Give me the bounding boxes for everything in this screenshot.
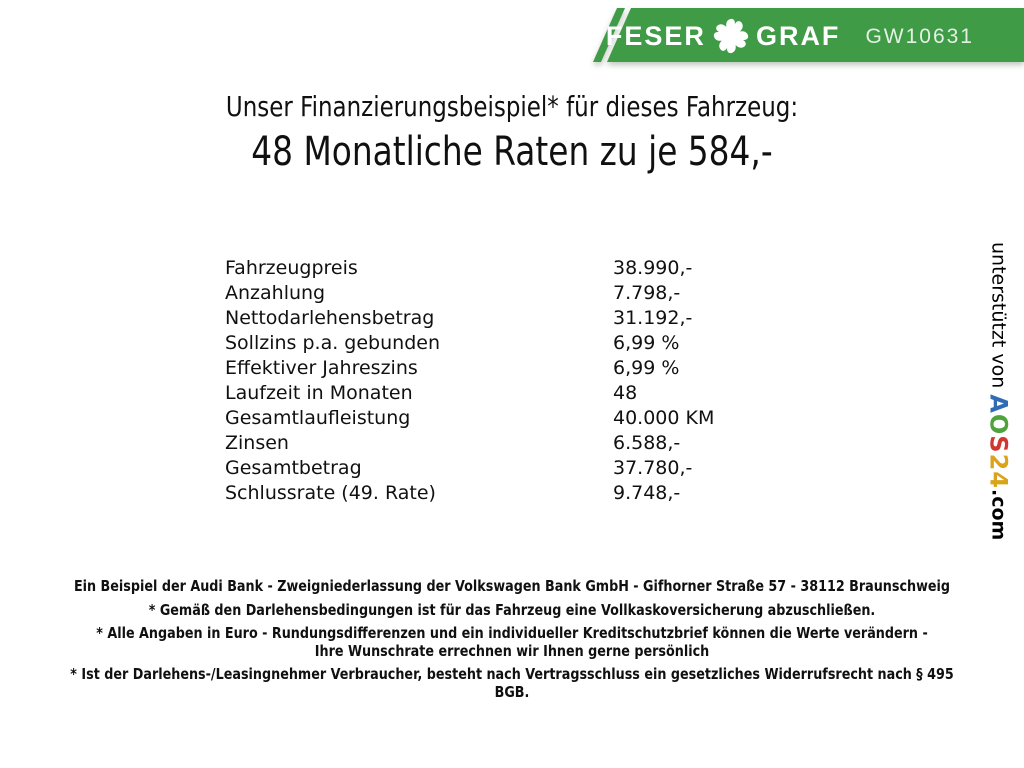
financing-heading: [0, 90, 1024, 175]
finance-row-label: Laufzeit in Monaten: [225, 382, 413, 404]
finance-row-label: Zinsen: [225, 432, 289, 454]
finance-table-row: [225, 431, 714, 456]
finance-row-value: 40.000 KM: [613, 407, 715, 429]
aos24-logo-letter: 4: [984, 471, 1013, 489]
finance-row-label: Gesamtbetrag: [225, 457, 362, 479]
finance-row-label: Effektiver Jahreszins: [225, 357, 418, 379]
supported-by-strip: [985, 242, 1011, 540]
aos24-domain-suffix: .com: [987, 488, 1010, 541]
vehicle-code-badge: GW10631: [865, 24, 974, 48]
finance-row-label: Nettodarlehensbetrag: [225, 307, 435, 329]
brand-name-graf: GRAF: [755, 20, 841, 51]
brand-banner: [590, 10, 1024, 62]
finance-table-row: [225, 406, 714, 431]
finance-row-value: 37.780,-: [613, 457, 693, 479]
finance-row-value: 48: [613, 382, 638, 404]
aos24-logo-letter: 2: [984, 453, 1013, 472]
brand-name-feser: FESER: [605, 20, 706, 51]
finance-row-value: 6,99 %: [613, 357, 680, 379]
finance-table-row: [225, 381, 714, 406]
finance-row-value: 6,99 %: [613, 332, 680, 354]
finance-table-row: [225, 356, 714, 381]
legal-footer: [53, 578, 971, 707]
finance-row-label: Sollzins p.a. gebunden: [225, 332, 440, 354]
clover-icon: [710, 15, 752, 57]
finance-table-row: [225, 256, 714, 281]
supported-by-text: unterstützt von: [987, 242, 1010, 395]
aos24-logo-letter: A: [984, 394, 1013, 414]
finance-row-value: 31.192,-: [613, 307, 693, 329]
finance-row-label: Schlussrate (49. Rate): [225, 482, 436, 504]
finance-row-label: Fahrzeugpreis: [225, 257, 358, 279]
legal-footer-paragraph: * Gemäß den Darlehensbedingungen ist für das Fahrzeug eine Vollkaskoversicherung abzuschließen.: [148, 600, 876, 619]
finance-table-row: [225, 306, 714, 331]
finance-row-label: Anzahlung: [225, 282, 326, 304]
finance-table-row: [225, 331, 714, 356]
finance-row-value: 38.990,-: [613, 257, 693, 279]
finance-table-row: [225, 281, 714, 306]
legal-footer-paragraph: * Alle Angaben in Euro - Rundungsdifferenzen und ein individueller Kreditschutzbrief können die Werte verändern - Ihre Wunschrate errechnen wir Ihnen gerne persönlich: [96, 624, 928, 660]
heading-intro: Unser Finanzierungsbeispiel* für dieses Fahrzeug:: [225, 90, 799, 123]
finance-table: [225, 256, 714, 506]
finance-table-row: [225, 456, 714, 481]
legal-footer-paragraph: * Ist der Darlehens-/Leasingnehmer Verbraucher, besteht nach Vertragsschluss ein gesetzliches Widerrufsrecht nach § 495 BGB.: [70, 665, 954, 701]
finance-table-row: [225, 481, 714, 506]
aos24-logo-letter: O: [984, 413, 1013, 436]
legal-footer-paragraph: Ein Beispiel der Audi Bank - Zweigniederlassung der Volkswagen Bank GmbH - Gifhorner Straße 57 - 38112 Braunschweig: [73, 577, 951, 595]
finance-row-label: Gesamtlaufleistung: [225, 407, 411, 429]
finance-row-value: 7.798,-: [613, 282, 681, 304]
aos24-logo-letter: S: [984, 435, 1013, 454]
finance-row-value: 6.588,-: [613, 432, 681, 454]
heading-rate: 48 Monatliche Raten zu je 584,-: [251, 129, 773, 175]
aos24-logo: [984, 394, 1012, 489]
finance-row-value: 9.748,-: [613, 482, 681, 504]
